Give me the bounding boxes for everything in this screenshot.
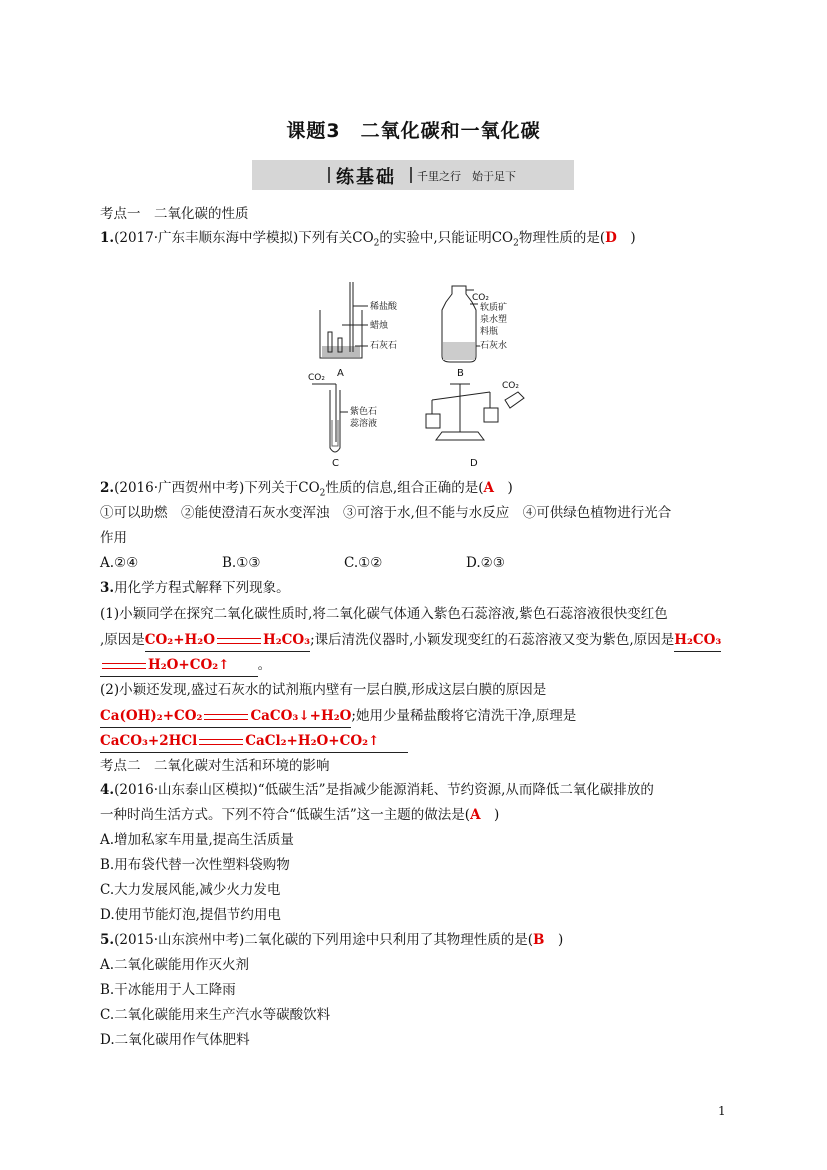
q2-text-b: 性质的信息,组合正确的是( bbox=[325, 480, 484, 496]
experiment-a-diagram bbox=[320, 282, 368, 358]
q2-close: ) bbox=[493, 480, 513, 496]
q3-equation-2-right bbox=[100, 655, 258, 677]
label-a-limestone: 石灰石 bbox=[370, 341, 398, 351]
q3-number: 3. bbox=[100, 580, 115, 596]
banner-divider bbox=[328, 167, 330, 183]
q4-option-a: A.增加私家车用量,提高生活质量 bbox=[100, 832, 294, 848]
q3-part1-line1: (1)小颖同学在探究二氧化碳性质时,将二氧化碳气体通入紫色石蕊溶液,紫色石蕊溶液很快变红色 bbox=[100, 606, 668, 622]
eq2-equals-sign bbox=[102, 663, 146, 669]
q3-part1-line2 bbox=[100, 630, 721, 652]
q3-equation-2-left bbox=[674, 630, 721, 652]
q5-answer: B bbox=[533, 932, 545, 948]
q5-option-a: A.二氧化碳能用作灭火剂 bbox=[100, 957, 250, 973]
eq2-left: H₂CO₃ bbox=[674, 632, 722, 648]
q1-text-a: (2017·广东丰顺东海中学模拟)下列有关CO bbox=[114, 230, 374, 246]
q1-text-b: 的实验中,只能证明CO bbox=[379, 230, 514, 246]
banner-sub-text: 千里之行 始于足下 bbox=[417, 170, 516, 183]
eq3-equals-sign bbox=[204, 714, 248, 720]
page-number: 1 bbox=[718, 1104, 726, 1118]
label-c-gas: CO₂ bbox=[308, 373, 325, 383]
q2-statements-cont: 作用 bbox=[100, 530, 127, 546]
question-4 bbox=[100, 780, 654, 800]
label-b-line3: 料瓶 bbox=[480, 327, 499, 337]
q4-text: (2016·山东泰山区模拟)“低碳生活”是指减少能源消耗、节约资源,从而降低二氧化碳排放的 bbox=[114, 782, 654, 798]
label-c-line2: 蕊溶液 bbox=[350, 419, 378, 429]
q1-number: 1. bbox=[100, 230, 115, 246]
q3-part2-line3 bbox=[100, 731, 408, 753]
eq3-left: Ca(OH)₂+CO₂ bbox=[100, 708, 203, 724]
q2-option-a: A.②④ bbox=[100, 555, 139, 571]
label-b-line4: 石灰水 bbox=[480, 341, 508, 351]
section-banner bbox=[252, 160, 574, 190]
q2-answer: A bbox=[483, 480, 494, 496]
q3-part2-line1: (2)小颖还发现,盛过石灰水的试剂瓶内壁有一层白膜,形成这层白膜的原因是 bbox=[100, 682, 547, 698]
q4-option-d: D.使用节能灯泡,提倡节约用电 bbox=[100, 907, 281, 923]
eq4-left: CaCO₃+2HCl bbox=[100, 733, 198, 749]
eq1-equals-sign bbox=[217, 638, 261, 644]
q3-part1-line3 bbox=[100, 655, 271, 677]
label-a-acid: 稀盐酸 bbox=[370, 302, 398, 312]
q4-option-c: C.大力发展风能,减少火力发电 bbox=[100, 882, 281, 898]
q2-option-c: C.①② bbox=[344, 555, 383, 571]
q3-p1-end: 。 bbox=[257, 657, 272, 673]
label-c: C bbox=[332, 458, 339, 469]
q5-number: 5. bbox=[100, 932, 115, 948]
eq2-right: H₂O+CO₂↑ bbox=[148, 657, 230, 673]
q4-option-b: B.用布袋代替一次性塑料袋购物 bbox=[100, 857, 290, 873]
q1-sub1: 2 bbox=[373, 238, 380, 249]
q5-close: ) bbox=[544, 932, 564, 948]
question-2 bbox=[100, 478, 513, 504]
q2-number: 2. bbox=[100, 480, 115, 496]
q3-equation-1 bbox=[145, 630, 310, 652]
q1-text-c: 物理性质的是( bbox=[518, 230, 606, 246]
q5-option-c: C.二氧化碳能用来生产汽水等碳酸饮料 bbox=[100, 1007, 331, 1023]
eq3-right: CaCO₃↓+H₂O bbox=[250, 708, 352, 724]
banner-divider bbox=[410, 167, 412, 183]
q2-option-b: B.①③ bbox=[222, 555, 261, 571]
eq1-left: CO₂+H₂O bbox=[144, 632, 215, 648]
q1-answer: D bbox=[605, 230, 617, 246]
label-b-line2: 泉水塑 bbox=[480, 315, 508, 325]
label-d: D bbox=[470, 458, 478, 469]
experiment-figure bbox=[300, 280, 540, 470]
q4-text-b: 一种时尚生活方式。下列不符合“低碳生活”这一主题的做法是( bbox=[100, 807, 471, 823]
q3-equation-4 bbox=[100, 731, 408, 753]
q5-option-b: B.干冰能用于人工降雨 bbox=[100, 982, 236, 998]
q3-p1-mid: ;课后清洗仪器时,小颖发现变红的石蕊溶液又变为紫色,原因是 bbox=[310, 632, 675, 648]
label-b: B bbox=[457, 368, 464, 379]
section-heading-1: 考点一 二氧化碳的性质 bbox=[100, 206, 249, 222]
q4-answer: A bbox=[470, 807, 481, 823]
label-b-gas: CO₂ bbox=[472, 293, 489, 303]
q4-number: 4. bbox=[100, 782, 115, 798]
section-heading-2: 考点二 二氧化碳对生活和环境的影响 bbox=[100, 758, 330, 774]
label-d-gas: CO₂ bbox=[502, 381, 519, 391]
banner-main-text: 练基础 bbox=[336, 167, 396, 188]
label-b-line1: 软质矿 bbox=[480, 303, 508, 313]
q4-line2 bbox=[100, 805, 499, 825]
q2-statements: ①可以助燃 ②能使澄清石灰水变浑浊 ③可溶于水,但不能与水反应 ④可供绿色植物进行光合 bbox=[100, 505, 672, 521]
label-a: A bbox=[337, 368, 344, 379]
question-5 bbox=[100, 930, 563, 950]
q2-options bbox=[100, 553, 588, 573]
q2-sub: 2 bbox=[319, 488, 326, 499]
q2-option-d: D.②③ bbox=[466, 555, 505, 571]
q3-p2-mid: ;她用少量稀盐酸将它清洗干净,原理是 bbox=[351, 708, 577, 724]
q3-text: 用化学方程式解释下列现象。 bbox=[114, 580, 290, 596]
experiment-d-diagram bbox=[426, 384, 524, 440]
label-c-line1: 紫色石 bbox=[350, 407, 378, 417]
label-a-candle: 蜡烛 bbox=[370, 321, 389, 331]
eq4-right: CaCl₂+H₂O+CO₂↑ bbox=[245, 733, 380, 749]
q5-text: (2015·山东滨州中考)二氧化碳的下列用途中只利用了其物理性质的是( bbox=[114, 932, 534, 948]
q3-equation-3 bbox=[100, 706, 351, 728]
experiment-c-diagram bbox=[312, 384, 348, 452]
page-title: 课题3 二氧化碳和一氧化碳 bbox=[286, 120, 541, 142]
q3-part2-line2 bbox=[100, 706, 576, 728]
q4-close: ) bbox=[480, 807, 500, 823]
q5-option-d: D.二氧化碳用作气体肥料 bbox=[100, 1032, 250, 1048]
q1-sub2: 2 bbox=[513, 238, 519, 249]
q3-p1-pre: ,原因是 bbox=[100, 632, 145, 648]
q1-close: ) bbox=[616, 230, 636, 246]
question-1 bbox=[100, 228, 636, 254]
eq4-equals-sign bbox=[199, 739, 243, 745]
q2-text: (2016·广西贺州中考)下列关于CO bbox=[114, 480, 320, 496]
eq1-right: H₂CO₃ bbox=[262, 632, 311, 648]
question-3 bbox=[100, 578, 290, 598]
